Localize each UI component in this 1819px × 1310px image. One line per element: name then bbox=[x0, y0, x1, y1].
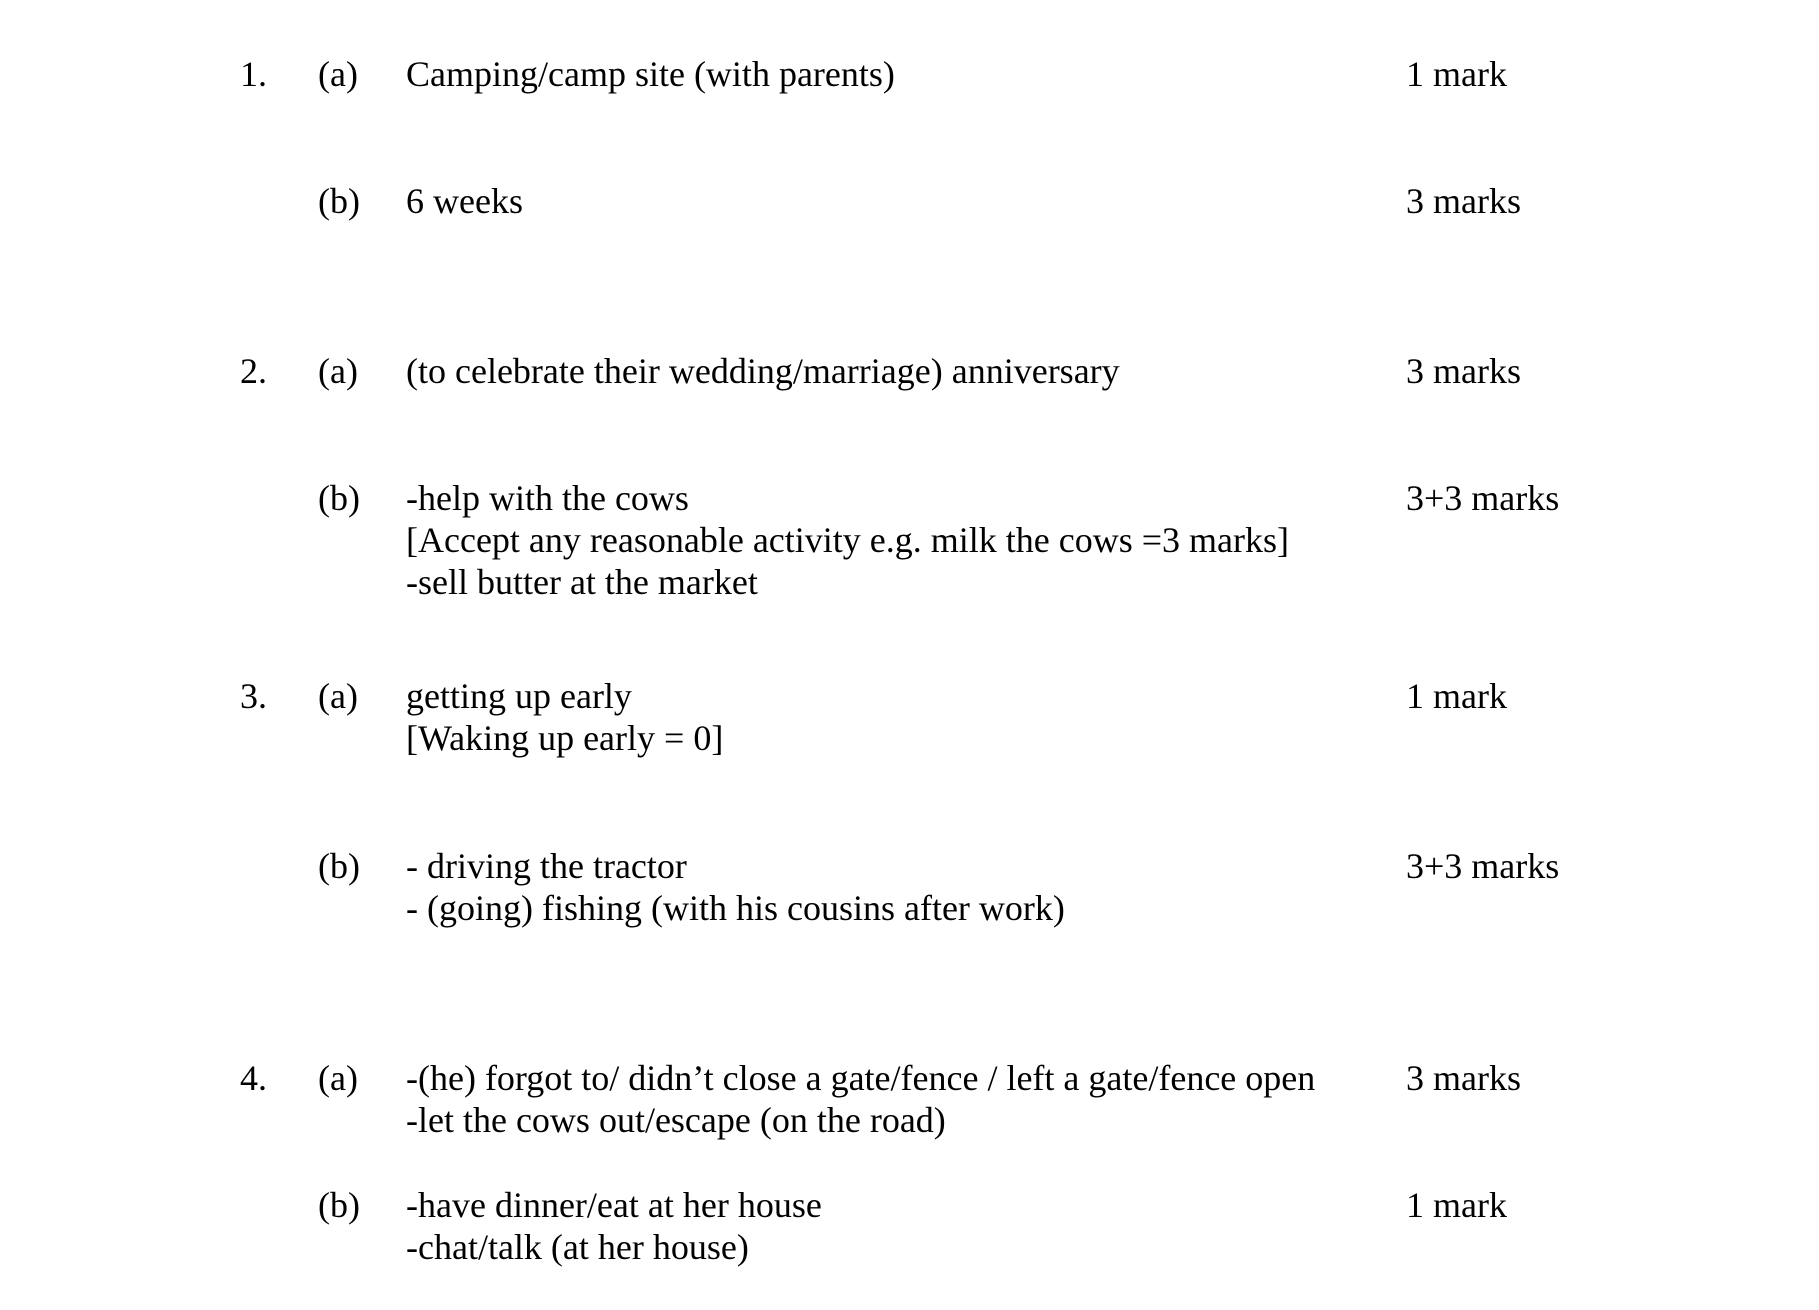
question-part: (b) bbox=[318, 181, 360, 221]
marks-value: 3 marks bbox=[1406, 351, 1521, 391]
answer-text bbox=[406, 477, 1366, 603]
answer-line: [Accept any reasonable activity e.g. milk the cows =3 marks] bbox=[406, 520, 1290, 560]
answer-text bbox=[406, 1057, 1366, 1141]
answer-line: -have dinner/eat at her house bbox=[406, 1185, 822, 1225]
question-part: (a) bbox=[318, 351, 358, 391]
answer-line: - (going) fishing (with his cousins after work) bbox=[406, 888, 1065, 928]
answer-line: - driving the tractor bbox=[406, 846, 687, 886]
question-part: (a) bbox=[318, 676, 358, 716]
answer-text bbox=[406, 350, 1366, 392]
answer-line: (to celebrate their wedding/marriage) anniversary bbox=[406, 351, 1120, 391]
marks-value: 3 marks bbox=[1406, 1058, 1521, 1098]
question-number: 1. bbox=[240, 54, 267, 94]
marks-value: 3+3 marks bbox=[1406, 478, 1560, 518]
marks-value: 1 mark bbox=[1406, 1185, 1507, 1225]
answer-text bbox=[406, 53, 1366, 95]
question-number: 3. bbox=[240, 676, 267, 716]
answer-line: -(he) forgot to/ didn’t close a gate/fence / left a gate/fence open bbox=[406, 1058, 1316, 1098]
answer-line: 6 weeks bbox=[406, 181, 523, 221]
question-number: 2. bbox=[240, 351, 267, 391]
question-number: 4. bbox=[240, 1058, 267, 1098]
marks-value: 1 mark bbox=[1406, 676, 1507, 716]
answer-line: -help with the cows bbox=[406, 478, 689, 518]
answer-line: -chat/talk (at her house) bbox=[406, 1227, 749, 1267]
answer-line: -let the cows out/escape (on the road) bbox=[406, 1100, 946, 1140]
answer-text bbox=[406, 1184, 1366, 1268]
question-part: (b) bbox=[318, 478, 360, 518]
answer-line: -sell butter at the market bbox=[406, 562, 758, 602]
answer-line: [Waking up early = 0] bbox=[406, 718, 724, 758]
answer-text bbox=[406, 675, 1366, 759]
answer-text bbox=[406, 845, 1366, 929]
question-part: (b) bbox=[318, 1185, 360, 1225]
answer-line: getting up early bbox=[406, 676, 632, 716]
marks-value: 3 marks bbox=[1406, 181, 1521, 221]
question-part: (a) bbox=[318, 54, 358, 94]
answer-line: Camping/camp site (with parents) bbox=[406, 54, 895, 94]
question-part: (b) bbox=[318, 846, 360, 886]
marks-value: 1 mark bbox=[1406, 54, 1507, 94]
marks-value: 3+3 marks bbox=[1406, 846, 1560, 886]
answer-text bbox=[406, 180, 1366, 222]
question-part: (a) bbox=[318, 1058, 358, 1098]
